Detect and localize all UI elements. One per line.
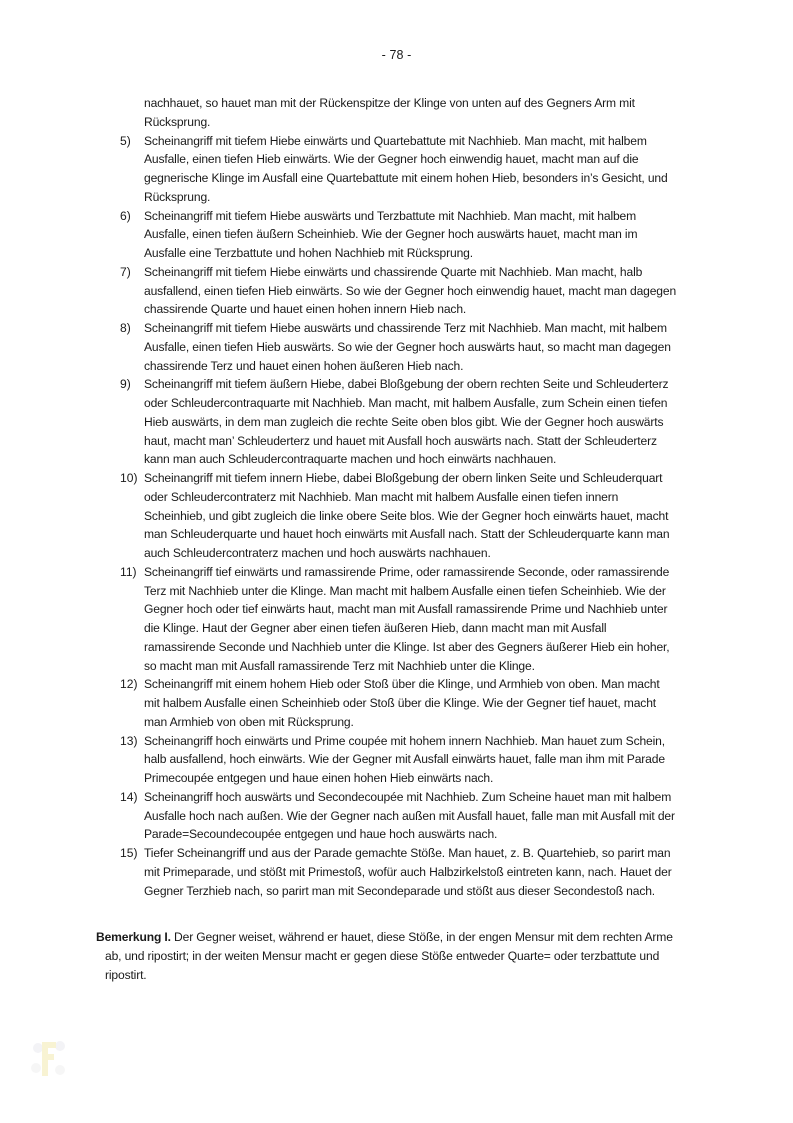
page-number: - 78 - xyxy=(381,48,412,62)
list-item-number: 14) xyxy=(120,789,138,804)
text-line: man Schleuderquarte und hauet hoch einwärts mit Ausfall nach. Statt der Schleuderquarte kann man xyxy=(144,527,670,542)
text-line: gegnerische Klinge im Ausfall eine Quartebattute mit einem hohen Hieb, besonders in’s Gesicht, und xyxy=(144,171,668,185)
text-line: Scheinangriff mit einem hohem Hieb oder Stoß über die Klinge, und Armhieb von oben. Man macht xyxy=(144,677,660,692)
list-item-number: 9) xyxy=(120,377,131,392)
list-item xyxy=(0,469,793,563)
text-line: Ausfalle hoch nach außen. Wie der Gegner nach außen mit Ausfall hauet, falle man mit Ausfall mit der xyxy=(144,808,675,823)
text-line: Scheinangriff hoch auswärts und Secondecoupée mit Nachhieb. Zum Scheine hauet man mit halbem xyxy=(144,789,672,804)
remark-text: Der Gegner weiset, während er hauet, diese Stöße, in der engen Mensur mit dem rechten Arme xyxy=(170,930,673,945)
list-item-number: 8) xyxy=(120,321,131,335)
text-line: Rücksprung. xyxy=(144,189,211,204)
numbered-list xyxy=(0,132,793,901)
list-item-number: 10) xyxy=(120,471,138,485)
list-item xyxy=(0,207,793,263)
text-line: auch Schleudercontraterz machen und hoch auswärts nachhauen. xyxy=(144,546,491,560)
text-line: Ausfalle, einen tiefen Hieb einwärts. Wie der Gegner hoch einwendig hauet, macht man auf die xyxy=(144,152,639,167)
text-line: ab, und ripostirt; in der weiten Mensur macht er gegen diese Stöße entweder Quarte= oder terzbattute und xyxy=(105,949,660,963)
text-line: Terz mit Nachhieb unter die Klinge. Man macht mit halbem Ausfalle einen tiefen Scheinhieb. Wie der xyxy=(144,583,666,598)
text-line: nachhauet, so hauet man mit der Rückenspitze der Klinge von unten auf des Gegners Arm mit xyxy=(144,96,635,110)
text-line: Ausfalle, einen tiefen Hieb auswärts. So wie der Gegner hoch auswärts haut, so macht man dagegen xyxy=(144,339,671,354)
text-line: haut, macht man’ Schleuderterz und hauet mit Ausfall hoch auswärts nach. Statt der Schleuderterz xyxy=(144,433,657,448)
text-line: Scheinangriff mit tiefem Hiebe einwärts und Quartebattute mit Nachhieb. Man macht, mit halbem xyxy=(144,133,647,148)
text-line: man Armhieb von oben mit Rücksprung. xyxy=(144,714,354,729)
remark-label: Bemerkung I. xyxy=(96,930,171,945)
text-line: mit halbem Ausfalle einen Scheinhieb oder Stoß über die Klinge. Wie der Gegner tief hauet, macht xyxy=(144,696,656,710)
text-line: mit Primeparade, und stößt mit Primestoß, wofür auch Halbzirkelstoß eintreten kann, nach. Hauet der xyxy=(144,864,672,879)
remark-first-line xyxy=(0,928,793,947)
text-line: Scheinangriff tief einwärts und ramassirende Prime, oder ramassirende Seconde, oder ramassirende xyxy=(144,564,670,579)
text-line: chassirende Quarte und hauet einen hohen innern Hieb nach. xyxy=(144,302,467,317)
text-line: ramassirende Seconde und Nachhieb unter die Klinge. Ist aber des Gegners äußerer Hieb ein hoher, xyxy=(144,639,670,654)
text-line: Ausfalle eine Terzbattute und hohen Nachhieb mit Rücksprung. xyxy=(144,246,473,260)
list-item xyxy=(0,844,793,900)
list-item-number: 7) xyxy=(120,264,131,279)
list-item-number: 13) xyxy=(120,733,138,748)
logo-watermark-icon xyxy=(28,1036,68,1082)
list-item xyxy=(0,563,793,676)
list-item xyxy=(0,319,793,375)
text-line: oder Schleudercontraterz mit Nachhieb. Man macht mit halbem Ausfalle einen tiefen innern xyxy=(144,489,619,504)
text-line: Parade=Secoundecoupée entgegen und haue hoch auswärts nach. xyxy=(144,827,498,842)
list-item xyxy=(0,732,793,788)
text-line: Scheinangriff mit tiefem Hiebe auswärts und Terzbattute mit Nachhieb. Man macht, mit halbem xyxy=(144,208,637,223)
list-item xyxy=(0,675,793,731)
list-item xyxy=(0,375,793,469)
text-line: Rücksprung. xyxy=(144,114,211,129)
text-line: Gegner Terzhieb nach, so parirt man mit Secondeparade und stößt aus dieser Secondestoß nach. xyxy=(144,883,656,898)
text-line: ausfallend, einen tiefen Hieb einwärts. So wie der Gegner hoch einwendig hauet, macht man dagegen xyxy=(144,283,677,298)
text-line: oder Schleudercontraquarte mit Nachhieb. Man macht, mit halbem Ausfalle, zum Schein einen tiefen xyxy=(144,396,668,410)
text-line: Scheinangriff mit tiefem innern Hiebe, dabei Bloßgebung der obern linken Seite und Schleuderquart xyxy=(144,471,663,485)
text-line: chassirende Terz und hauet einen hohen äußeren Hieb nach. xyxy=(144,358,464,373)
text-line: Gegner hoch oder tief einwärts haut, macht man mit Ausfall ramassirende Prime und Nachhieb unter xyxy=(144,602,668,617)
list-item-number: 11) xyxy=(120,564,137,579)
continuation-paragraph xyxy=(0,94,793,132)
text-line: Scheinangriff mit tiefem Hiebe auswärts und chassirende Terz mit Nachhieb. Man macht, mit halbem xyxy=(144,321,667,335)
text-line: ripostirt. xyxy=(105,967,147,982)
text-line: halb ausfallend, hoch einwärts. Wie der Gegner mit Ausfall einwärts hauet, falle man ihm mit Parade xyxy=(144,752,665,767)
text-line: die Klinge. Haut der Gegner aber einen tiefen äußeren Hieb, dann macht man mit Ausfall xyxy=(144,621,607,635)
list-item-number: 5) xyxy=(120,133,131,148)
text-line: Scheinangriff hoch einwärts und Prime coupée mit hohem innern Nachhieb. Man hauet zum Schein, xyxy=(144,733,665,748)
text-line: Primecoupée entgegen und haue einen hohen Hieb einwärts nach. xyxy=(144,771,494,785)
text-line: Ausfalle, einen tiefen äußern Scheinhieb. Wie der Gegner hoch auswärts hauet, macht man im xyxy=(144,227,638,242)
text-line: Scheinangriff mit tiefem äußern Hiebe, dabei Bloßgebung der obern rechten Seite und Schleuderterz xyxy=(144,377,669,392)
list-item-number: 15) xyxy=(120,846,138,860)
text-line: Scheinangriff mit tiefem Hiebe einwärts und chassirende Quarte mit Nachhieb. Man macht, halb xyxy=(144,264,643,279)
list-item-number: 12) xyxy=(120,677,138,692)
text-line: kann man auch Schleudercontraquarte machen und hoch einwärts nachhauen. xyxy=(144,452,557,467)
text-line: so macht man mit Ausfall ramassirende Terz mit Nachhieb unter die Klinge. xyxy=(144,658,535,673)
remark-paragraph xyxy=(0,928,793,984)
list-item xyxy=(0,263,793,319)
text-line: Hieb auswärts, in dem man zugleich die rechte Seite oben blos gibt. Wie der Gegner hoch auswärts xyxy=(144,414,664,429)
list-item xyxy=(0,788,793,844)
list-item-number: 6) xyxy=(120,208,131,223)
text-line: Tiefer Scheinangriff und aus der Parade gemachte Stöße. Man hauet, z. B. Quartehieb, so parirt man xyxy=(144,846,671,860)
list-item xyxy=(0,132,793,207)
text-line: Scheinhieb, und gibt zugleich die linke obere Seite blos. Wie der Gegner hoch einwärts hauet, macht xyxy=(144,508,669,523)
document-body xyxy=(0,94,793,985)
